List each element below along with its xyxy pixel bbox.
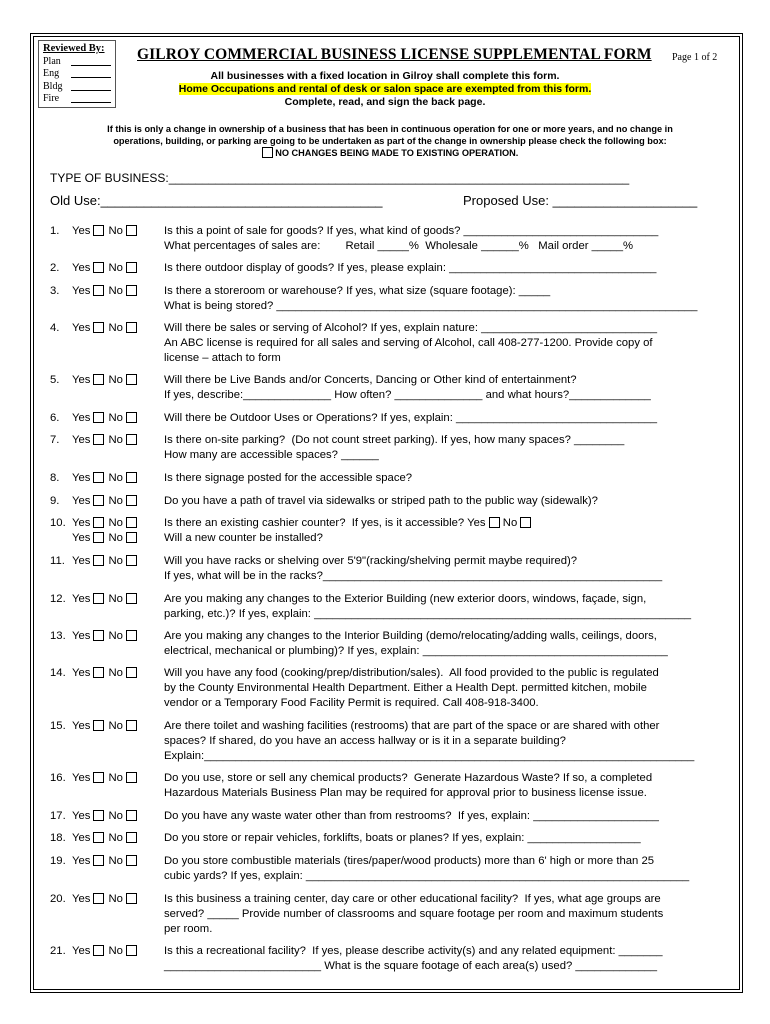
yes-checkbox[interactable]	[93, 555, 104, 566]
intro-line-2: operations, building, or parking are going to be undertaken as part of the change in ownership please check the following box:	[113, 136, 667, 146]
yes-checkbox[interactable]	[93, 495, 104, 506]
question-text-line: cubic yards? If yes, explain: _____________________________________________________________	[164, 870, 690, 883]
question-text	[164, 892, 724, 938]
no-checkbox[interactable]	[126, 532, 137, 543]
no-label: No	[108, 945, 123, 957]
question-text	[164, 261, 724, 276]
question-text-line: Are you making any changes to the Interior Building (demo/relocating/adding walls, ceilings, doors,	[164, 630, 657, 642]
no-label: No	[108, 720, 123, 732]
no-label: No	[108, 593, 123, 605]
no-label: No	[108, 495, 123, 507]
yes-checkbox[interactable]	[93, 532, 104, 543]
question-text-line: Will you have any food (cooking/prep/distribution/sales). All food provided to the public is regulated	[164, 667, 659, 679]
question-text-line: Do you have a path of travel via sidewalks or striped path to the public way (sidewalk)?	[164, 495, 598, 507]
question-text-line: Do you store or repair vehicles, forklifts, boats or planes? If yes, explain: __________________	[164, 832, 641, 844]
page-number: Page 1 of 2	[672, 52, 718, 63]
question-text-line: If yes, describe:______________ How often? ______________ and what hours?_____________	[164, 389, 651, 402]
no-checkbox[interactable]	[126, 720, 137, 731]
question-text-line: How many are accessible spaces? ______	[164, 449, 379, 462]
question-text	[164, 284, 724, 314]
no-label: No	[108, 517, 123, 529]
question-text-line: Will you have racks or shelving over 5'9"(racking/shelving permit maybe required)?	[164, 555, 578, 567]
question-text-line: served? _____ Provide number of classrooms and square footage per room and maximum students	[164, 908, 664, 921]
question-text-line: license – attach to form	[164, 352, 281, 365]
question-number: 21.	[50, 945, 66, 957]
no-label: No	[502, 517, 518, 529]
no-label: No	[108, 832, 123, 844]
no-label: No	[108, 855, 123, 867]
no-checkbox[interactable]	[126, 285, 137, 296]
question-number: 2.	[50, 262, 60, 274]
yes-no-group	[50, 471, 162, 486]
question-text	[164, 516, 724, 546]
yes-label: Yes	[72, 532, 91, 544]
proposed-use-field[interactable]: Proposed Use: ____________________	[463, 193, 698, 208]
intro-line-3: NO CHANGES BEING MADE TO EXISTING OPERATION.	[60, 147, 720, 159]
question-number: 5.	[50, 374, 60, 386]
yes-checkbox[interactable]	[93, 772, 104, 783]
yes-label: Yes	[72, 517, 91, 529]
question-text-line: What is being stored? ___________________________________________________________________	[164, 300, 698, 313]
no-checkbox[interactable]	[126, 374, 137, 385]
question-text-line: Do you have any waste water other than from restrooms? If yes, explain: ____________________	[164, 810, 659, 822]
intro-line-1: If this is only a change in ownership of a business that has been in continuous operation for one or more years, and no change in	[107, 124, 673, 134]
question-number: 18.	[50, 832, 66, 844]
yes-checkbox[interactable]	[93, 893, 104, 904]
yes-no-group	[50, 719, 162, 734]
yes-label: Yes	[72, 555, 91, 567]
question-number: 3.	[50, 285, 60, 297]
review-row-eng: Eng	[43, 68, 111, 81]
yes-label: Yes	[72, 322, 91, 334]
no-checkbox[interactable]	[126, 832, 137, 843]
yes-label: Yes	[72, 593, 91, 605]
yes-no-group	[50, 944, 162, 959]
question-text-line: vendor or a Temporary Food Facility Permit is required. Call 408-918-3400.	[164, 697, 539, 710]
yes-label: Yes	[72, 855, 91, 867]
question-text	[164, 629, 724, 659]
question-text	[164, 854, 724, 884]
yes-label: Yes	[72, 667, 91, 679]
yes-no-group	[50, 892, 162, 907]
review-row-plan: Plan	[43, 56, 111, 69]
question-text-span: Is there an existing cashier counter? If yes, is it accessible? Yes	[164, 517, 486, 529]
question-text	[164, 321, 724, 367]
no-label: No	[108, 262, 123, 274]
yes-label: Yes	[72, 495, 91, 507]
question-text-line: If yes, what will be in the racks?______________________________________________________	[164, 570, 663, 583]
question-text-line: Explain:______________________________________________________________________________	[164, 750, 695, 763]
yes-label: Yes	[72, 772, 91, 784]
yes-label: Yes	[72, 434, 91, 446]
yes-label: Yes	[72, 262, 91, 274]
question-text-line: spaces? If shared, do you have an access hallway or is it in a separate building?	[164, 735, 566, 748]
yes-no-group	[50, 592, 162, 607]
yes-no-group	[50, 433, 162, 448]
question-number: 8.	[50, 472, 60, 484]
no-checkbox[interactable]	[126, 810, 137, 821]
yes-label: Yes	[72, 285, 91, 297]
question-text-line: Will a new counter be installed?	[164, 532, 323, 545]
yes-checkbox[interactable]	[93, 285, 104, 296]
question-text	[164, 494, 724, 509]
question-text-line: parking, etc.)? If yes, explain: ____________________________________________________________	[164, 608, 692, 621]
yes-no-group	[50, 321, 162, 336]
question-text	[164, 411, 724, 426]
no-checkbox[interactable]	[126, 517, 137, 528]
yes-checkbox[interactable]	[93, 472, 104, 483]
highlighted-exemption: Home Occupations and rental of desk or salon space are exempted from this form.	[178, 83, 592, 95]
question-text-line: What percentages of sales are: Retail _____% Wholesale ______% Mail order _____%	[164, 240, 634, 253]
question-text	[164, 666, 724, 712]
question-number: 6.	[50, 412, 60, 424]
yes-checkbox[interactable]	[93, 517, 104, 528]
accessible-yes-no	[486, 517, 532, 529]
question-text-line: Are there toilet and washing facilities (restrooms) that are part of the space or are shared with other	[164, 720, 660, 732]
yes-no-group	[50, 494, 162, 509]
header-line-1: All businesses with a fixed location in Gilroy shall complete this form.	[210, 70, 560, 82]
form-title: GILROY COMMERCIAL BUSINESS LICENSE SUPPLEMENTAL FORM	[137, 46, 652, 63]
question-text	[164, 471, 724, 486]
yes-no-group-sub	[72, 531, 141, 546]
yes-label: Yes	[72, 720, 91, 732]
yes-label: Yes	[72, 832, 91, 844]
question-text-line	[164, 516, 724, 531]
no-label: No	[108, 434, 123, 446]
yes-no-group	[50, 284, 162, 299]
no-checkbox[interactable]	[126, 593, 137, 604]
yes-no-group	[50, 224, 162, 239]
no-label: No	[108, 472, 123, 484]
question-text	[164, 809, 724, 824]
yes-label: Yes	[72, 374, 91, 386]
question-text-line: Is there signage posted for the accessible space?	[164, 472, 413, 484]
question-text-line: Will there be Live Bands and/or Concerts, Dancing or Other kind of entertainment?	[164, 374, 577, 386]
no-checkbox[interactable]	[126, 322, 137, 333]
yes-checkbox[interactable]	[93, 262, 104, 273]
yes-checkbox[interactable]	[93, 412, 104, 423]
question-number: 12.	[50, 593, 66, 605]
yes-checkbox[interactable]	[93, 855, 104, 866]
review-row-bldg: Bldg	[43, 81, 111, 94]
header-line-2	[0, 83, 770, 95]
question-text	[164, 224, 724, 254]
question-text	[164, 944, 724, 974]
question-text-line: Do you use, store or sell any chemical products? Generate Hazardous Waste? If so, a completed	[164, 772, 653, 784]
yes-no-group	[50, 411, 162, 426]
question-text	[164, 592, 724, 622]
header-line-3: Complete, read, and sign the back page.	[284, 96, 486, 108]
question-text	[164, 771, 724, 801]
question-text	[164, 554, 724, 584]
yes-checkbox[interactable]	[93, 322, 104, 333]
question-text-line: Do you store combustible materials (tires/paper/wood products) more than 6' high or more than 25	[164, 855, 655, 867]
question-number: 10.	[50, 517, 66, 529]
no-label: No	[108, 322, 123, 334]
no-label: No	[108, 667, 123, 679]
yes-checkbox[interactable]	[93, 225, 104, 236]
no-label: No	[108, 225, 123, 237]
question-number: 7.	[50, 434, 60, 446]
no-checkbox[interactable]	[126, 225, 137, 236]
no-label: No	[108, 555, 123, 567]
type-of-business-field[interactable]: TYPE OF BUSINESS:_____________________________________________________________________	[50, 171, 630, 185]
yes-no-group	[50, 831, 162, 846]
no-checkbox[interactable]	[126, 772, 137, 783]
question-text-line: Is this business a training center, day care or other educational facility? If yes, what age groups are	[164, 893, 661, 905]
question-text	[164, 433, 724, 463]
yes-label: Yes	[72, 412, 91, 424]
question-text-line: by the County Environmental Health Department. Either a Health Dept. permitted kitchen, mobile	[164, 682, 647, 695]
question-number: 16.	[50, 772, 66, 784]
question-number: 17.	[50, 810, 66, 822]
no-checkbox[interactable]	[126, 412, 137, 423]
question-number: 4.	[50, 322, 60, 334]
question-number: 19.	[50, 855, 66, 867]
question-text-line: Is this a recreational facility? If yes, please describe activity(s) and any related equipment: _______	[164, 945, 663, 957]
question-text-line: electrical, mechanical or plumbing)? If yes, explain: _______________________________________	[164, 645, 668, 658]
reviewed-by-title: Reviewed By:	[43, 43, 105, 54]
yes-checkbox[interactable]	[93, 945, 104, 956]
question-text-line: Will there be Outdoor Uses or Operations? If yes, explain: ________________________________	[164, 412, 658, 424]
yes-no-group	[50, 261, 162, 276]
question-text	[164, 719, 724, 765]
no-checkbox[interactable]	[126, 495, 137, 506]
no-checkbox[interactable]	[126, 262, 137, 273]
yes-label: Yes	[72, 472, 91, 484]
no-label: No	[108, 772, 123, 784]
question-text-line: An ABC license is required for all sales and serving of Alcohol, call 408-277-1200. Provide copy of	[164, 337, 653, 350]
no-checkbox[interactable]	[126, 630, 137, 641]
no-checkbox[interactable]	[126, 434, 137, 445]
review-row-fire: Fire	[43, 93, 111, 106]
no-label: No	[108, 285, 123, 297]
no-label: No	[108, 630, 123, 642]
yes-checkbox[interactable]	[93, 593, 104, 604]
yes-no-group	[50, 373, 162, 388]
question-text-line: _________________________ What is the square footage of each area(s) used? _____________	[164, 960, 658, 973]
yes-no-group	[50, 854, 162, 869]
old-use-field[interactable]: Old Use:_______________________________________	[50, 193, 383, 208]
yes-no-group	[50, 809, 162, 824]
question-number: 13.	[50, 630, 66, 642]
question-text-line: Is this a point of sale for goods? If yes, what kind of goods? _______________________________	[164, 225, 659, 237]
no-label: No	[108, 412, 123, 424]
yes-checkbox[interactable]	[93, 720, 104, 731]
question-number: 20.	[50, 893, 66, 905]
accessible-yes-checkbox[interactable]	[489, 517, 500, 528]
question-number: 15.	[50, 720, 66, 732]
yes-label: Yes	[72, 893, 91, 905]
yes-label: Yes	[72, 225, 91, 237]
yes-checkbox[interactable]	[93, 630, 104, 641]
no-changes-checkbox[interactable]	[262, 147, 273, 158]
no-label: No	[108, 810, 123, 822]
question-number: 14.	[50, 667, 66, 679]
yes-label: Yes	[72, 945, 91, 957]
question-number: 9.	[50, 495, 60, 507]
yes-checkbox[interactable]	[93, 832, 104, 843]
yes-no-group	[50, 554, 162, 569]
no-label: No	[108, 374, 123, 386]
yes-checkbox[interactable]	[93, 374, 104, 385]
question-text-line: per room.	[164, 923, 213, 936]
no-checkbox[interactable]	[126, 555, 137, 566]
yes-checkbox[interactable]	[93, 667, 104, 678]
no-checkbox[interactable]	[126, 667, 137, 678]
question-text-line: Will there be sales or serving of Alcohol? If yes, explain nature: ____________________________	[164, 322, 658, 334]
yes-label: Yes	[72, 810, 91, 822]
question-text-line: Is there on-site parking? (Do not count street parking). If yes, how many spaces? ________	[164, 434, 625, 446]
no-checkbox[interactable]	[126, 945, 137, 956]
question-text	[164, 373, 724, 403]
question-text-line: Are you making any changes to the Exterior Building (new exterior doors, windows, façade, sign,	[164, 593, 647, 605]
no-label: No	[108, 893, 123, 905]
question-number: 1.	[50, 225, 60, 237]
question-text-line: Is there outdoor display of goods? If yes, please explain: _________________________________	[164, 262, 657, 274]
no-label: No	[108, 532, 123, 544]
no-checkbox[interactable]	[126, 893, 137, 904]
no-checkbox[interactable]	[126, 472, 137, 483]
yes-checkbox[interactable]	[93, 434, 104, 445]
yes-no-group	[50, 516, 162, 531]
yes-no-group	[50, 666, 162, 681]
yes-checkbox[interactable]	[93, 810, 104, 821]
yes-label: Yes	[72, 630, 91, 642]
accessible-no-checkbox[interactable]	[520, 517, 531, 528]
yes-no-group	[50, 771, 162, 786]
question-number: 11.	[50, 555, 65, 567]
question-text-line: Hazardous Materials Business Plan may be required for approval prior to business license issue.	[164, 787, 647, 800]
question-text-line: Is there a storeroom or warehouse? If yes, what size (square footage): _____	[164, 285, 551, 297]
question-text	[164, 831, 724, 846]
yes-no-group	[50, 629, 162, 644]
no-checkbox[interactable]	[126, 855, 137, 866]
review-signoff-line[interactable]	[71, 56, 111, 66]
